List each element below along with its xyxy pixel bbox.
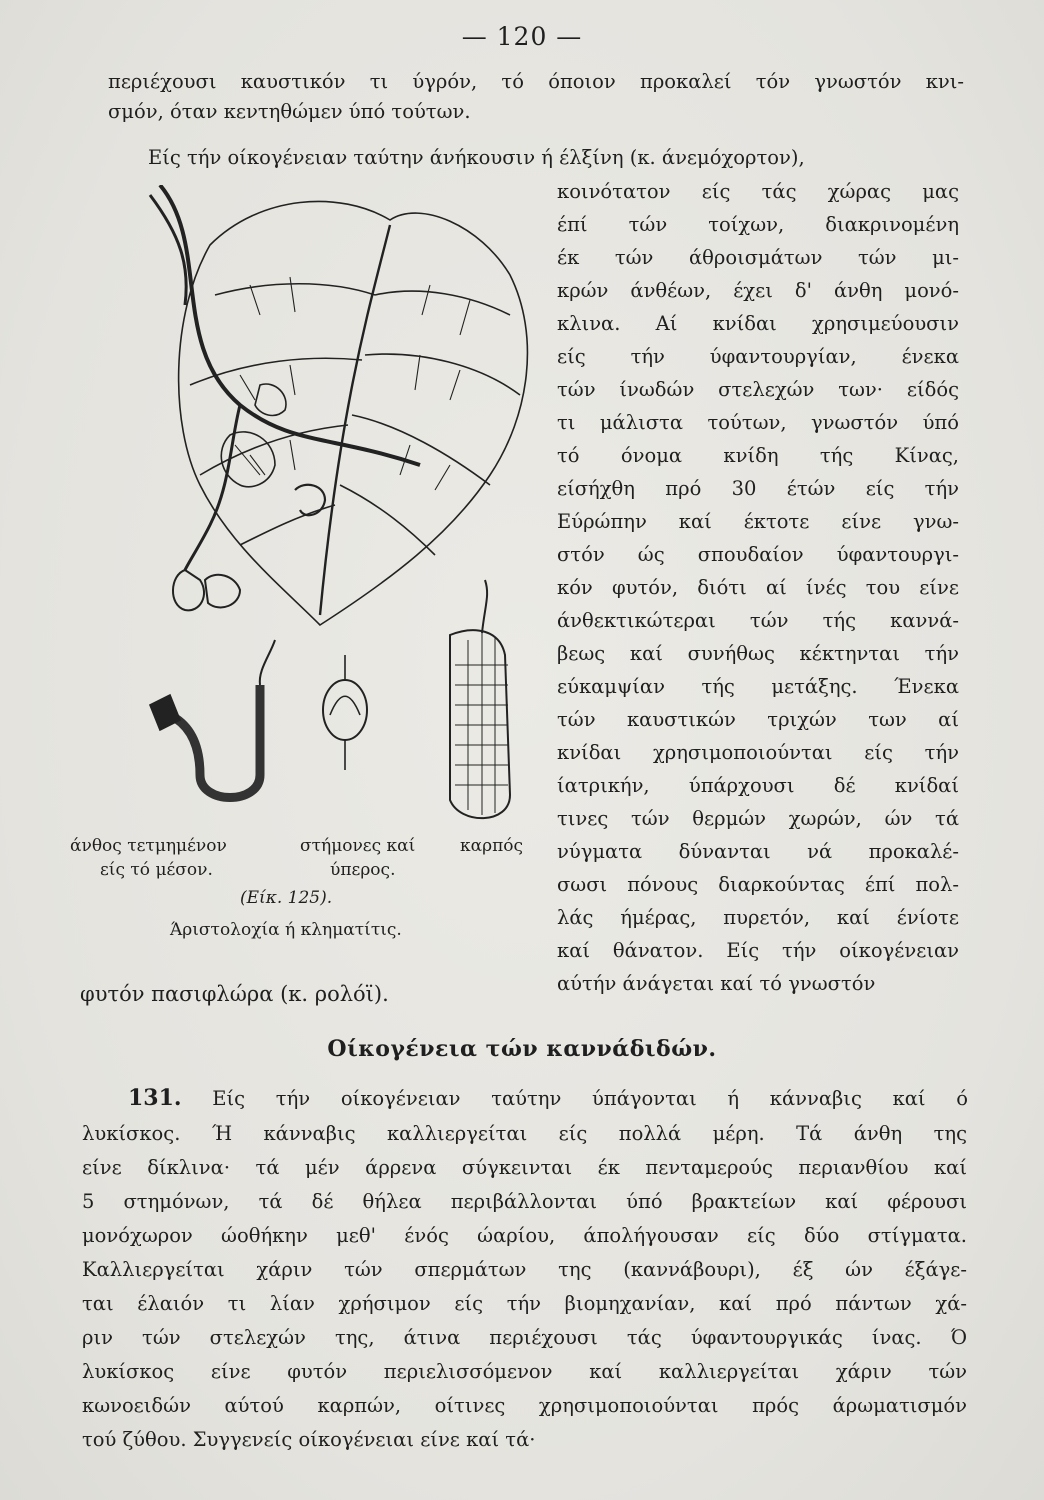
- caption-stamens-2: ύπερος.: [330, 860, 396, 880]
- leaf-midrib: [320, 225, 390, 615]
- right-column-line: έκ τών άθροισμάτων τών μι-: [557, 246, 959, 269]
- fruit: [450, 630, 510, 818]
- section-heading: Οίκογένεια τών καννάδιδών.: [327, 1036, 717, 1062]
- page-number: — 120 —: [461, 22, 583, 51]
- leaf-outline: [179, 201, 528, 625]
- right-column-line: αύτήν άνάγεται καί τό γνωστόν: [557, 972, 876, 995]
- right-column-line: άνθεκτικώτεραι τών τής καννά-: [557, 609, 959, 632]
- body-line: Καλλιεργείται χάριν τών σπερμάτων της (καννάβουρι), έξ ών έξάγε-: [82, 1258, 967, 1281]
- body-line: κωνοειδών αύτού καρπών, οίτινες χρησιμοποιούνται πρός άρωματισμόν: [82, 1394, 967, 1417]
- right-column-line: Εύρώπην καί έκτοτε είνε γνω-: [557, 510, 959, 533]
- caption-fruit: καρπός: [460, 836, 524, 856]
- small-leaf: [255, 384, 286, 415]
- figure-title: Άριστολοχία ή κληματίτις.: [170, 920, 402, 940]
- right-column-line: βεως καί συνήθως κέκτηνται τήν: [557, 642, 959, 665]
- body-line: ριν τών στελεχών της, άτινα περιέχουσι τάς ύφαντουργικάς ίνας. Ό: [82, 1326, 967, 1349]
- right-column-line: σωσι πόνους διαρκούντας έπί πολ-: [557, 873, 959, 896]
- figure-number: (Είκ. 125).: [240, 888, 333, 908]
- paragraph-number: 131.: [128, 1085, 182, 1111]
- right-column-line: τών καυστικών τριχών των αί: [557, 708, 959, 731]
- right-column-line: εύκαμψίαν τής μετάξης. Ένεκα: [557, 675, 959, 698]
- body-line: λυκίσκος. Ή κάνναβις καλλιεργείται είς πολλά μέρη. Τά άνθη της: [82, 1122, 967, 1145]
- right-column-line: τό όνομα κνίδη τής Κίνας,: [557, 444, 959, 467]
- right-column-line: καί θάνατον. Είς τήν οίκογένειαν: [557, 939, 959, 962]
- body-line: είνε δίκλινα· τά μέν άρρενα σύγκεινται έκ πενταμερούς περιανθίου καί: [82, 1156, 967, 1179]
- caption-cut-flower-2: είς τό μέσον.: [100, 860, 213, 880]
- right-column-line: ίατρικήν, ύπάρχουσι δέ κνίδαί: [557, 774, 959, 797]
- right-column-line: λάς ήμέρας, πυρετόν, καί ένίοτε: [557, 906, 959, 929]
- top-line-2: σμόν, όταν κεντηθώμεν ύπό τούτων.: [108, 100, 471, 123]
- body-line: Είς τήν οίκογένειαν ταύτην ύπάγονται ή κάνναβις καί ό: [212, 1087, 968, 1110]
- body-line: τού ζύθου. Συγγενείς οίκογένειαι είνε καί τά·: [82, 1428, 536, 1451]
- right-column-line: τών ίνωδών στελεχών των· είδός: [557, 378, 959, 401]
- right-column-line: κρών άνθέων, έχει δ' άνθη μονό-: [557, 279, 959, 302]
- stamens-pistil: [323, 680, 367, 740]
- body-line: ται έλαιόν τι λίαν χρήσιμον είς τήν βιομηχανίαν, καί πρό πάντων χά-: [82, 1292, 967, 1315]
- plant-line: φυτόν πασιφλώρα (κ. ρολόϊ).: [80, 982, 389, 1006]
- right-column-line: τι μάλιστα τούτων, γνωστόν ύπό: [557, 411, 959, 434]
- right-column-line: κνίδαι χρησιμοποιούνται είς τήν: [557, 741, 959, 764]
- caption-stamens-1: στήμονες καί: [300, 836, 416, 856]
- right-column-line: κλινα. Αί κνίδαι χρησιμεύουσιν: [557, 312, 959, 335]
- right-column-line: είς τήν ύφαντουργίαν, ένεκα: [557, 345, 959, 368]
- right-column-line: νύγματα δύνανται νά προκαλέ-: [557, 840, 959, 863]
- tubular-flower: [295, 485, 325, 515]
- top-line-1: περιέχουσι καυστικόν τι ύγρόν, τό όποιον προκαλεί τόν γνωστόν κνι-: [108, 70, 964, 93]
- body-line: 5 στημόνων, τά δέ θήλεα περιβάλλονται ύπό βρακτείων καί φέρουσι: [82, 1190, 967, 1213]
- caption-cut-flower-1: άνθος τετμημένον: [70, 836, 227, 856]
- aristolochia-illustration: [90, 185, 550, 835]
- body-line: μονόχωρον ώοθήκην μεθ' ένός ώαρίου, άπολήγουσαν είς δύο στίγματα.: [82, 1224, 967, 1247]
- paragraph-first-line: [128, 1086, 968, 1111]
- right-column-line: κοινότατον είς τάς χώρας μας: [557, 180, 959, 203]
- body-line: λυκίσκος είνε φυτόν περιελισσόμενον καί καλλιεργείται χάριν τών: [82, 1360, 967, 1383]
- right-column-line: τινες τών θερμών χωρών, ών τά: [557, 807, 959, 830]
- right-column-line: κόν φυτόν, διότι αί ίνές του είνε: [557, 576, 959, 599]
- right-column-line: στόν ώς σπουδαίον ύφαντουργι-: [557, 543, 959, 566]
- right-column-line: είσήχθη πρό 30 έτών είς τήν: [557, 477, 959, 500]
- right-column-line: έπί τών τοίχων, διακρινομένη: [557, 213, 959, 236]
- cut-flower-tube: [170, 685, 260, 798]
- top-line-3: Είς τήν οίκογένειαν ταύτην άνήκουσιν ή έλξίνη (κ. άνεμόχορτον),: [148, 146, 805, 169]
